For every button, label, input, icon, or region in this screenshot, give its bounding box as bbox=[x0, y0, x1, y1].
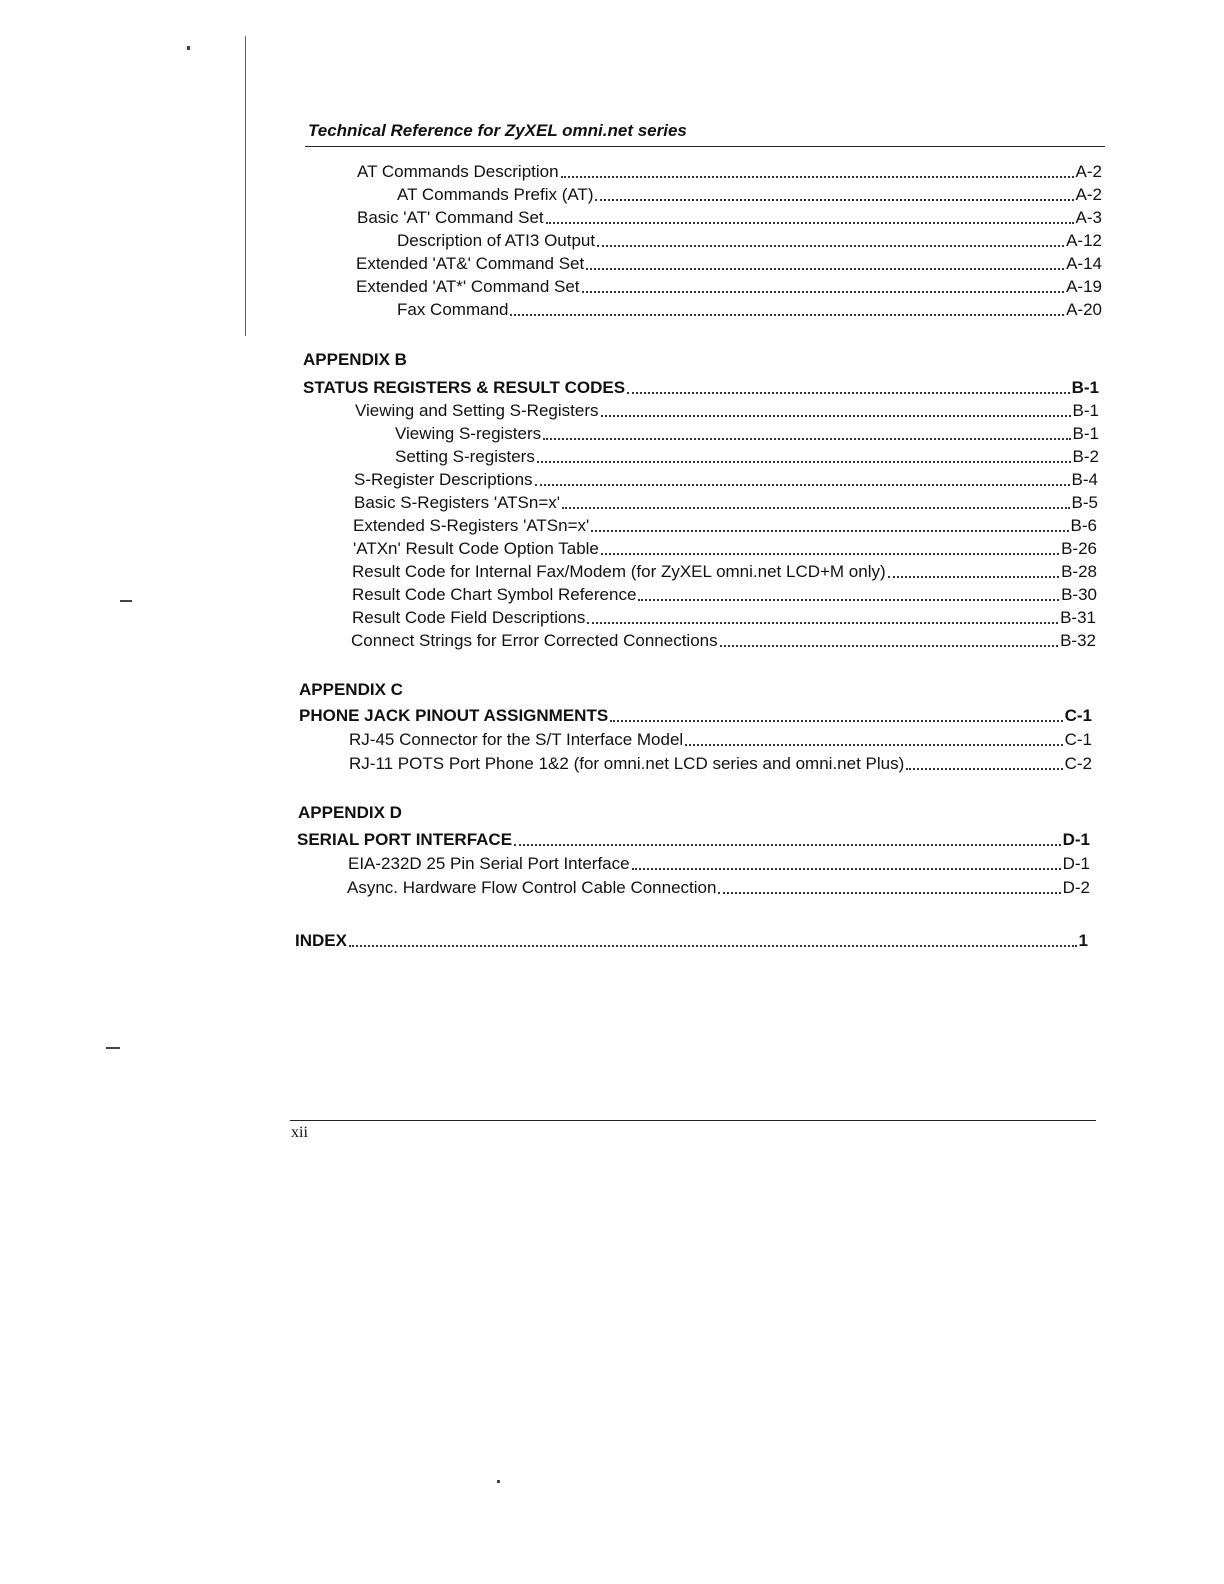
toc-entry-label: Result Code Chart Symbol Reference bbox=[352, 585, 637, 604]
toc-entry-page: C-2 bbox=[1064, 754, 1092, 773]
toc-entry-page: A-20 bbox=[1066, 300, 1102, 319]
toc-entry[interactable] bbox=[397, 229, 1102, 251]
scan-speck bbox=[187, 46, 190, 50]
toc-entry[interactable] bbox=[355, 399, 1099, 421]
toc-entry[interactable] bbox=[395, 422, 1099, 444]
dot-leader bbox=[514, 844, 1061, 846]
dot-leader bbox=[906, 768, 1062, 770]
toc-entry-label: 'ATXn' Result Code Option Table bbox=[353, 539, 599, 558]
toc-entry-page: B-32 bbox=[1060, 631, 1096, 650]
toc-entry-page: B-6 bbox=[1070, 516, 1097, 535]
toc-entry-page: A-12 bbox=[1066, 231, 1102, 250]
toc-entry-label: S-Register Descriptions bbox=[354, 470, 533, 489]
toc-entry[interactable] bbox=[354, 468, 1098, 490]
dot-leader bbox=[349, 945, 1077, 947]
toc-entry-label: PHONE JACK PINOUT ASSIGNMENTS bbox=[299, 706, 609, 725]
scan-speck bbox=[106, 1047, 120, 1049]
toc-entry-page: 1 bbox=[1078, 931, 1088, 950]
toc-entry-page: B-31 bbox=[1060, 608, 1096, 627]
footer-rule bbox=[290, 1120, 1096, 1121]
appendix-c-heading[interactable] bbox=[299, 704, 1092, 726]
toc-entry-label: Setting S-registers bbox=[395, 447, 535, 466]
toc-entry[interactable] bbox=[356, 275, 1102, 297]
toc-entry-label: AT Commands Description bbox=[357, 162, 559, 181]
toc-entry[interactable] bbox=[353, 537, 1097, 559]
toc-entry-label: EIA-232D 25 Pin Serial Port Interface bbox=[348, 854, 630, 873]
dot-leader bbox=[543, 438, 1070, 440]
dot-leader bbox=[510, 314, 1064, 316]
toc-entry-page: B-5 bbox=[1071, 493, 1098, 512]
margin-rule bbox=[245, 36, 246, 336]
dot-leader bbox=[638, 599, 1059, 601]
toc-entry-page: A-3 bbox=[1075, 208, 1102, 227]
appendix-d-heading[interactable] bbox=[297, 828, 1090, 850]
toc-entry-label: Connect Strings for Error Corrected Connections bbox=[351, 631, 718, 650]
dot-leader bbox=[610, 720, 1062, 722]
running-header: Technical Reference for ZyXEL omni.net series bbox=[308, 121, 687, 140]
toc-entry-label: SERIAL PORT INTERFACE bbox=[297, 830, 513, 849]
dot-leader bbox=[720, 645, 1058, 647]
scan-speck bbox=[497, 1480, 500, 1483]
toc-entry-label: INDEX bbox=[295, 931, 347, 950]
toc-entry[interactable] bbox=[352, 583, 1097, 605]
toc-entry-page: A-2 bbox=[1075, 162, 1102, 181]
toc-entry-page: A-2 bbox=[1075, 185, 1102, 204]
appendix-c-label: APPENDIX C bbox=[299, 680, 403, 699]
page-number: xii bbox=[291, 1124, 308, 1141]
dot-leader bbox=[632, 868, 1061, 870]
toc-entry[interactable] bbox=[352, 560, 1097, 582]
dot-leader bbox=[582, 291, 1065, 293]
toc-entry-label: Extended 'AT*' Command Set bbox=[356, 277, 580, 296]
toc-entry-page: B-1 bbox=[1071, 378, 1099, 397]
toc-entry-label: Fax Command bbox=[397, 300, 509, 319]
toc-entry[interactable] bbox=[352, 606, 1096, 628]
toc-entry-page: B-28 bbox=[1061, 562, 1097, 581]
toc-entry-label: Basic S-Registers 'ATSn=x' bbox=[354, 493, 560, 512]
appendix-b-heading[interactable] bbox=[303, 376, 1099, 398]
toc-entry-page: B-30 bbox=[1061, 585, 1097, 604]
header-rule bbox=[305, 146, 1105, 147]
toc-entry[interactable] bbox=[351, 629, 1096, 651]
dot-leader bbox=[595, 199, 1073, 201]
appendix-b-label: APPENDIX B bbox=[303, 350, 407, 369]
dot-leader bbox=[601, 553, 1059, 555]
toc-entry-page: B-2 bbox=[1072, 447, 1099, 466]
toc-entry-page: B-4 bbox=[1071, 470, 1098, 489]
dot-leader bbox=[537, 461, 1071, 463]
toc-entry[interactable] bbox=[357, 206, 1102, 228]
toc-entry[interactable] bbox=[397, 298, 1102, 320]
toc-entry-page: A-19 bbox=[1066, 277, 1102, 296]
toc-entry-label: Result Code Field Descriptions bbox=[352, 608, 586, 627]
toc-entry-label: RJ-45 Connector for the S/T Interface Model bbox=[349, 730, 684, 749]
toc-entry-label: Viewing and Setting S-Registers bbox=[355, 401, 599, 420]
dot-leader bbox=[888, 576, 1059, 578]
toc-entry-label: Extended 'AT&' Command Set bbox=[356, 254, 585, 273]
toc-entry[interactable] bbox=[397, 183, 1102, 205]
dot-leader bbox=[597, 245, 1064, 247]
toc-entry-page: B-26 bbox=[1061, 539, 1097, 558]
toc-entry-label: Basic 'AT' Command Set bbox=[357, 208, 544, 227]
toc-entry-label: Viewing S-registers bbox=[395, 424, 542, 443]
dot-leader bbox=[562, 507, 1070, 509]
toc-entry-page: B-1 bbox=[1072, 424, 1099, 443]
toc-entry-label: Description of ATI3 Output bbox=[397, 231, 596, 250]
toc-entry[interactable] bbox=[356, 252, 1102, 274]
toc-entry-page: C-1 bbox=[1064, 730, 1092, 749]
toc-entry[interactable] bbox=[354, 491, 1098, 513]
scan-speck bbox=[120, 600, 132, 602]
dot-leader bbox=[535, 484, 1070, 486]
toc-entry[interactable] bbox=[347, 876, 1090, 898]
toc-entry[interactable] bbox=[349, 728, 1092, 750]
dot-leader bbox=[718, 892, 1060, 894]
dot-leader bbox=[586, 268, 1064, 270]
dot-leader bbox=[587, 622, 1058, 624]
appendix-d-label: APPENDIX D bbox=[298, 803, 402, 822]
toc-entry-page: C-1 bbox=[1064, 706, 1092, 725]
toc-entry-page: D-1 bbox=[1062, 830, 1090, 849]
toc-entry-page: A-14 bbox=[1066, 254, 1102, 273]
toc-entry[interactable] bbox=[395, 445, 1099, 467]
toc-entry-label: STATUS REGISTERS & RESULT CODES bbox=[303, 378, 626, 397]
toc-entry[interactable] bbox=[357, 160, 1102, 182]
index-entry[interactable] bbox=[295, 929, 1088, 951]
toc-entry-page: D-1 bbox=[1062, 854, 1090, 873]
toc-entry[interactable] bbox=[353, 514, 1097, 536]
toc-entry[interactable] bbox=[348, 852, 1090, 874]
toc-entry-page: B-1 bbox=[1072, 401, 1099, 420]
dot-leader bbox=[591, 530, 1068, 532]
toc-entry-page: D-2 bbox=[1062, 878, 1090, 897]
toc-entry-label: Extended S-Registers 'ATSn=x' bbox=[353, 516, 590, 535]
toc-entry-label: AT Commands Prefix (AT) bbox=[397, 185, 594, 204]
toc-entry[interactable] bbox=[349, 752, 1092, 774]
toc-entry-label: RJ-11 POTS Port Phone 1&2 (for omni.net LCD series and omni.net Plus) bbox=[349, 754, 905, 773]
dot-leader bbox=[561, 176, 1074, 178]
dot-leader bbox=[601, 415, 1071, 417]
dot-leader bbox=[627, 392, 1070, 394]
toc-entry-label: Result Code for Internal Fax/Modem (for ZyXEL omni.net LCD+M only) bbox=[352, 562, 886, 581]
dot-leader bbox=[685, 744, 1062, 746]
toc-entry-label: Async. Hardware Flow Control Cable Connection bbox=[347, 878, 717, 897]
dot-leader bbox=[546, 222, 1074, 224]
